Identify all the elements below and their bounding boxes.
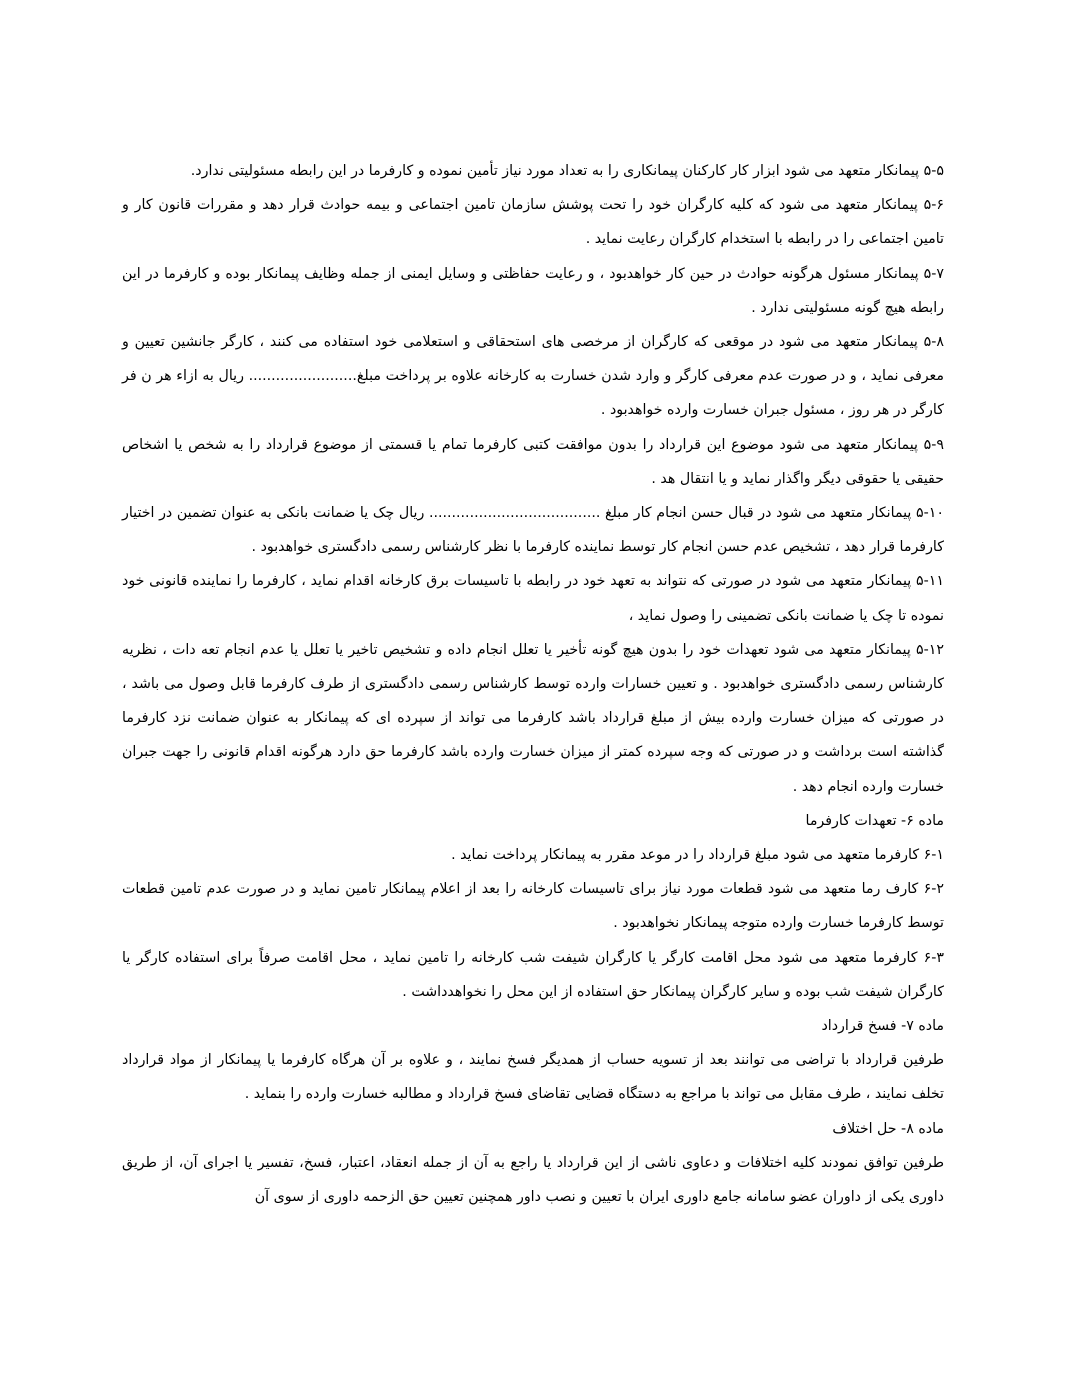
article-7-body: طرفین قرارداد با تراضی می توانند بعد از تسویه حساب از همدیگر فسخ نمایند ، و علاوه بر آن هرگاه کارفرما یا پیمانکار از مواد قرارداد تخلف نمایند ، طرف مقابل می تواند با مراجع به دستگاه قضایی تقاضای فسخ قرارداد و مطالبه خسارت وارده را بنماید .: [122, 1052, 944, 1103]
clause-5-8: ۵-۸ پیمانکار متعهد می شود در موقعی که کارگران از مرخصی های استحقاقی و استعلامی خود استفاده می کنند ، کارگر جانشین تعیین و معرفی نماید ، و در صورت عدم معرفی کارگر و وارد شدن خسارت به کارخانه علاوه بر پرداخت مبلغ........................ ریال به ازاء هر ن فر کارگر در هر روز ، مسئول جبران خسارت وارده خواهدبود .: [122, 334, 944, 419]
clause-6-2: ۶-۲ کارف رما متعهد می شود قطعات مورد نیاز برای تاسیسات کارخانه را بعد از اعلام پیمانکار تامین نماید و در صورت عدم تامین قطعات توسط کارفرما خسارت وارده متوجه پیمانکار نخواهدبود .: [122, 881, 944, 932]
article-8-heading: ماده ۸- حل اختلاف: [832, 1120, 944, 1137]
clause-5-7: ۵-۷ پیمانکار مسئول هرگونه حوادث در حین کار خواهدبود ، و رعایت حفاظتی و وسایل ایمنی از جمله وظایف پیمانکار بوده و کارفرما در این رابطه هیچ گونه مسئولیتی ندارد .: [122, 265, 944, 316]
clause-5-6: ۵-۶ پیمانکار متعهد می شود که کلیه کارگران خود را تحت پوشش سازمان تامین اجتماعی و بیمه حوادث قرار دهد و مقررات قانون کار و تامین اجتماعی را در رابطه با استخدام کارگران رعایت نماید .: [122, 197, 944, 248]
article-6-heading: ماده ۶- تعهدات کارفرما: [805, 812, 944, 829]
clause-5-5: ۵-۵ پیمانکار متعهد می شود ابزار کار کارکنان پیمانکاری را به تعداد مورد نیاز تأمین نموده و کارفرما در این رابطه مسئولیتی ندارد.: [190, 163, 944, 179]
clause-6-3: ۶-۳ کارفرما متعهد می شود محل اقامت کارگر یا کارگران شیفت شب کارخانه را تامین نماید ، محل اقامت صرفاً برای استفاده کارگر یا کارگران شیفت شب بوده و سایر کارگران پیمانکار حق استفاده از این محل را نخواهدداشت .: [122, 949, 944, 1000]
article-7-heading: ماده ۷- فسخ قرارداد: [821, 1018, 944, 1035]
contract-page: [122, 154, 944, 1214]
clause-5-12: ۵-۱۲ پیمانکار متعهد می شود تعهدات خود را بدون هیچ گونه تأخیر یا تعلل انجام داده و تشخیص تاخیر یا تعلل یا عدم انجام تعه دات ، نظریه کارشناس رسمی دادگستری خواهدبود . و تعیین خسارات وارده توسط کارشناس رسمی دادگستری از طرف کارفرما قابل وصول می باشد ، در صورتی که میزان خسارت وارده بیش از مبلغ قرارداد باشد کارفرما می تواند از سپرده ای که پیمانکار به عنوان ضمانت نزد کارفرما گذاشته است برداشت و در صورتی که وجه سپرده کمتر از میزان خسارت وارده باشد کارفرما حق دارد هرگونه اقدام قانونی را جهت جبران خسارت وارده انجام دهد .: [122, 641, 944, 795]
clause-5-11: ۵-۱۱ پیمانکار متعهد می شود در صورتی که نتواند به تعهد خود در رابطه با تاسیسات برق کارخانه اقدام نماید ، کارفرما را نماینده قانونی خود نموده تا چک یا ضمانت بانکی تضمینی را وصول نماید ،: [122, 573, 944, 624]
clause-6-1: ۶-۱ کارفرما متعهد می شود مبلغ قرارداد را در موعد مقرر به پیمانکار پرداخت نماید .: [451, 847, 944, 864]
clause-5-9: ۵-۹ پیمانکار متعهد می شود موضوع این قرارداد را بدون موافقت کتبی کارفرما تمام یا قسمتی از موضوع قرارداد را به شخص یا اشخاص حقیقی یا حقوقی دیگر واگذار نماید و یا انتقال هد .: [122, 436, 944, 487]
article-8-body: طرفین توافق نمودند کلیه اختلافات و دعاوی ناشی از این قرارداد یا راجع به آن از جمله انعقاد، اعتبار، فسخ، تفسیر یا اجرای آن، از طریق داوری یکی از داوران عضو سامانه جامع داوری ایران با تعیین و نصب داور همچنین تعیین حق الزحمه داوری از سوی آن: [122, 1154, 944, 1206]
clause-5-10: ۵-۱۰ پیمانکار متعهد می شود در قبال حسن انجام کار مبلغ ...................................... ریال چک یا ضمانت بانکی به عنوان تضمین در اختیار کارفرما قرار دهد ، تشخیص عدم حسن انجام کار توسط نماینده کارفرما با نظر کارشناس رسمی دادگستری خواهدبود .: [122, 505, 944, 556]
